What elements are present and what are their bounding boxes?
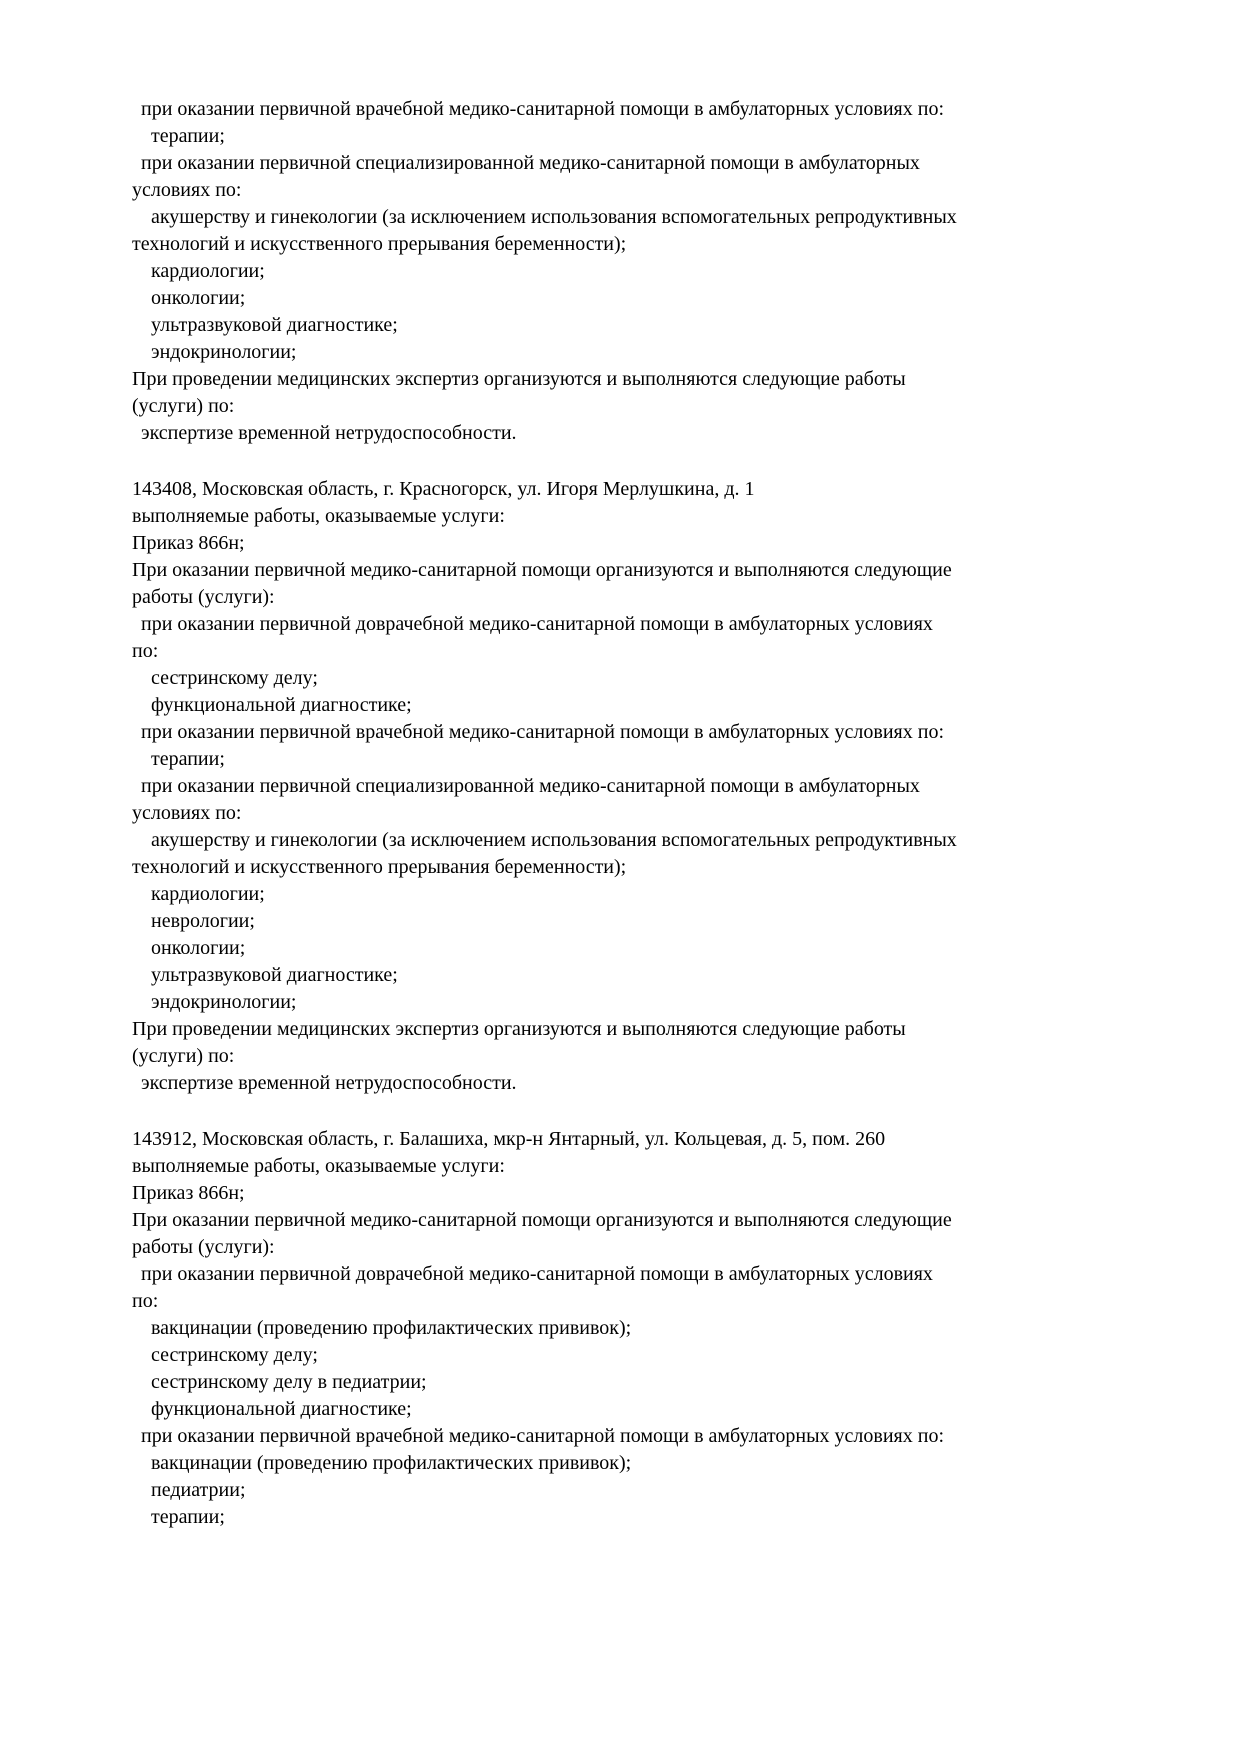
text-line: онкологии; xyxy=(151,287,246,309)
text-line: работы (услуги): xyxy=(132,1236,275,1258)
text-line: сестринскому делу; xyxy=(151,667,318,689)
text-line: работы (услуги): xyxy=(132,586,275,608)
text-line: эндокринологии; xyxy=(151,991,297,1013)
text-line: по: xyxy=(132,640,159,662)
text-line: при оказании первичной доврачебной медико-санитарной помощи в амбулаторных условиях xyxy=(141,613,933,635)
text-line: педиатрии; xyxy=(151,1479,246,1501)
text-line: при оказании первичной специализированной медико-санитарной помощи в амбулаторных xyxy=(141,775,920,797)
text-line: вакцинации (проведению профилактических прививок); xyxy=(151,1317,632,1339)
text-line: терапии; xyxy=(151,125,225,147)
text-line: При оказании первичной медико-санитарной помощи организуются и выполняются следующие xyxy=(132,559,952,581)
text-line: функциональной диагностике; xyxy=(151,1398,412,1420)
text-line: ультразвуковой диагностике; xyxy=(151,964,398,986)
text-line: при оказании первичной доврачебной медико-санитарной помощи в амбулаторных условиях xyxy=(141,1263,933,1285)
text-line: при оказании первичной врачебной медико-санитарной помощи в амбулаторных условиях по: xyxy=(141,98,945,120)
text-line: по: xyxy=(132,1290,159,1312)
text-line: Приказ 866н; xyxy=(132,1182,245,1204)
text-line: акушерству и гинекологии (за исключением использования вспомогательных репродуктивных xyxy=(151,206,957,228)
text-line: ультразвуковой диагностике; xyxy=(151,314,398,336)
text-line: (услуги) по: xyxy=(132,1045,235,1067)
text-line: эндокринологии; xyxy=(151,341,297,363)
text-line: при оказании первичной специализированной медико-санитарной помощи в амбулаторных xyxy=(141,152,920,174)
text-line: экспертизе временной нетрудоспособности. xyxy=(141,422,517,444)
text-line: технологий и искусственного прерывания беременности); xyxy=(132,856,627,878)
text-line: при оказании первичной врачебной медико-санитарной помощи в амбулаторных условиях по: xyxy=(141,1425,945,1447)
text-line: сестринскому делу; xyxy=(151,1344,318,1366)
text-line: выполняемые работы, оказываемые услуги: xyxy=(132,505,505,527)
text-line: функциональной диагностике; xyxy=(151,694,412,716)
text-line: кардиологии; xyxy=(151,260,265,282)
text-line: при оказании первичной врачебной медико-санитарной помощи в амбулаторных условиях по: xyxy=(141,721,945,743)
text-line: Приказ 866н; xyxy=(132,532,245,554)
blank-line xyxy=(132,1097,1122,1126)
text-line: При оказании первичной медико-санитарной помощи организуются и выполняются следующие xyxy=(132,1209,952,1231)
text-line: вакцинации (проведению профилактических прививок); xyxy=(151,1452,632,1474)
text-line: (услуги) по: xyxy=(132,395,235,417)
text-line: терапии; xyxy=(151,748,225,770)
text-line: выполняемые работы, оказываемые услуги: xyxy=(132,1155,505,1177)
text-line: При проведении медицинских экспертиз организуются и выполняются следующие работы xyxy=(132,368,906,390)
text-line: условиях по: xyxy=(132,179,242,201)
text-line: технологий и искусственного прерывания беременности); xyxy=(132,233,627,255)
blank-line xyxy=(132,447,1122,476)
text-line: сестринскому делу в педиатрии; xyxy=(151,1371,427,1393)
text-line: 143408, Московская область, г. Красногорск, ул. Игоря Мерлушкина, д. 1 xyxy=(132,478,755,500)
document-body xyxy=(132,96,1122,1531)
text-line: кардиологии; xyxy=(151,883,265,905)
text-line: онкологии; xyxy=(151,937,246,959)
text-line: терапии; xyxy=(151,1506,225,1528)
text-line: условиях по: xyxy=(132,802,242,824)
text-line: 143912, Московская область, г. Балашиха, мкр-н Янтарный, ул. Кольцевая, д. 5, пом. 260 xyxy=(132,1128,886,1150)
text-line: неврологии; xyxy=(151,910,255,932)
text-line: экспертизе временной нетрудоспособности. xyxy=(141,1072,517,1094)
text-line: акушерству и гинекологии (за исключением использования вспомогательных репродуктивных xyxy=(151,829,957,851)
text-line: При проведении медицинских экспертиз организуются и выполняются следующие работы xyxy=(132,1018,906,1040)
